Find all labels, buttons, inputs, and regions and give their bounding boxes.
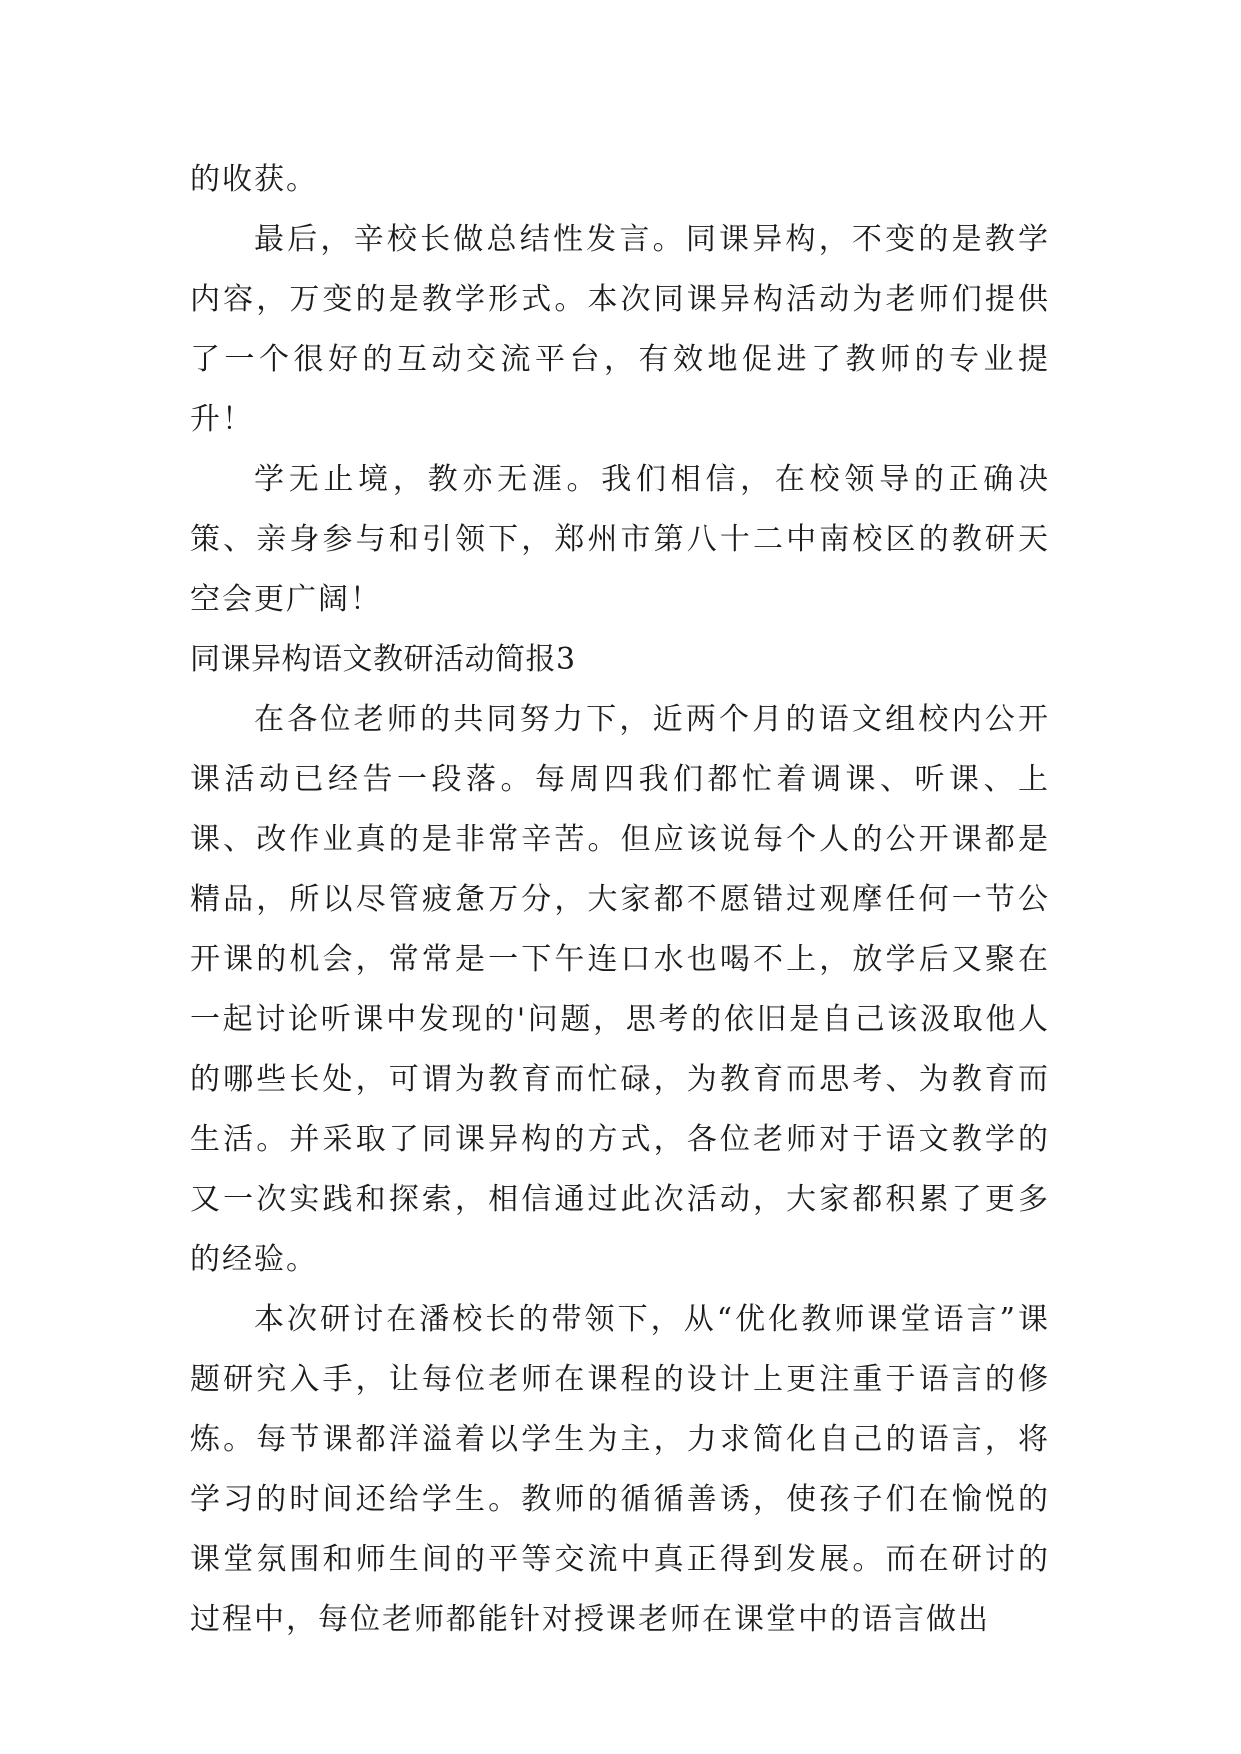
paragraph-discussion: 本次研讨在潘校长的带领下，从“优化教师课堂语言”课题研究入手，让每位老师在课程的设计上更注重于语言的修炼。每节课都洋溢着以学生为主，力求简化自己的语言，将学习的时间还给学生。教师的循循善诱，使孩子们在愉悦的课堂氛围和师生间的平等交流中真正得到发展。而在研讨的过程中，每位老师都能针对授课老师在课堂中的语言做出 [190,1302,1050,1637]
paragraph-continuation: 的收获。 [190,162,318,197]
section-heading: 同课异构语文教研活动简报3 [190,642,576,677]
paragraph-closing-remarks: 最后，辛校长做总结性发言。同课异构，不变的是教学内容，万变的是教学形式。本次同课异构活动为老师们提供了一个很好的互动交流平台，有效地促进了教师的专业提升！ [190,222,1050,437]
paragraph-activity-summary: 在各位老师的共同努力下，近两个月的语文组校内公开课活动已经告一段落。每周四我们都忙着调课、听课、上课、改作业真的是非常辛苦。但应该说每个人的公开课都是精品，所以尽管疲惫万分，大家都不愿错过观摩任何一节公开课的机会，常常是一下午连口水也喝不上，放学后又聚在一起讨论听课中发现的'问题，思考的依旧是自己该汲取他人的哪些长处，可谓为教育而忙碌，为教育而思考、为教育而生活。并采取了同课异构的方式，各位老师对于语文教学的又一次实践和探索，相信通过此次活动，大家都积累了更多的经验。 [190,702,1050,1277]
document-body [190,150,1050,1650]
paragraph-conclusion: 学无止境，教亦无涯。我们相信，在校领导的正确决策、亲身参与和引领下，郑州市第八十二中南校区的教研天空会更广阔！ [190,462,1050,617]
